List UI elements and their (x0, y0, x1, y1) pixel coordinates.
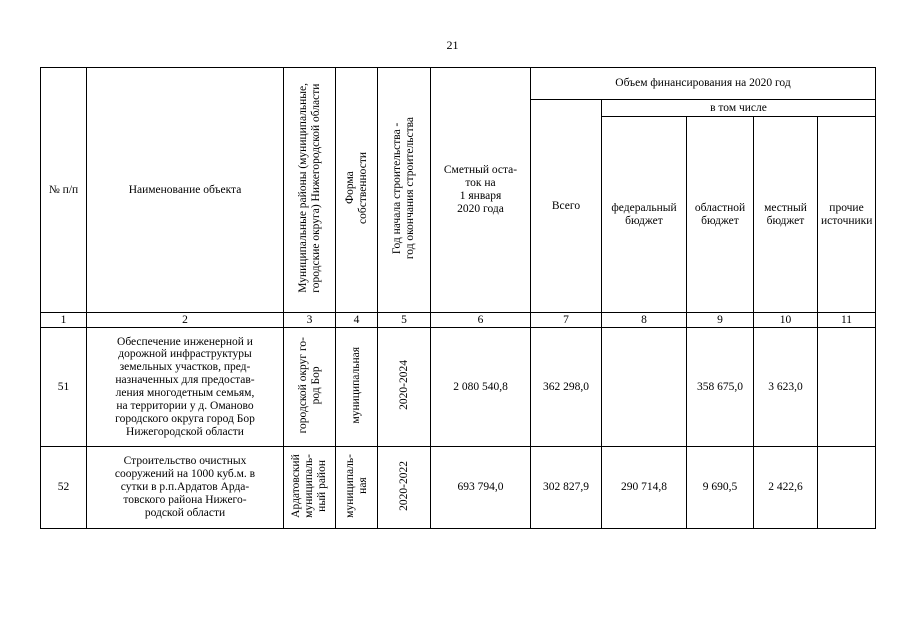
row-other (818, 447, 876, 529)
row-total: 362 298,0 (531, 328, 602, 447)
row-name: Обеспечение инженерной и дорожной инфраструктуры земельных участков, пред- назначенных для предостав- ления многодетным семьям, на территории у д. Оманово городского округа город Бор Нижегородской области (87, 328, 284, 447)
row-estimate: 2 080 540,8 (431, 328, 531, 447)
row-district: городской округ го- род Бор (284, 328, 336, 447)
header-name: Наименование объекта (87, 68, 284, 313)
page-number: 21 (446, 38, 459, 52)
row-local: 2 422,6 (754, 447, 818, 529)
column-number: 10 (754, 313, 818, 328)
row-name: Строительство очистных сооружений на 1000 куб.м. в сутки в р.п.Ардатов Арда- товского района Нижего- родской области (87, 447, 284, 529)
header-other: прочие источники (818, 117, 876, 313)
column-number: 4 (336, 313, 378, 328)
header-financing: Объем финансирования на 2020 год (531, 68, 876, 100)
header-ownership: Форма собственности (336, 68, 378, 313)
row-num: 51 (41, 328, 87, 447)
row-district: Ардатовский муниципаль- ный район (284, 447, 336, 529)
header-total: Всего (531, 100, 602, 313)
column-number: 8 (602, 313, 687, 328)
column-number: 9 (687, 313, 754, 328)
header-estimate: Сметный оста- ток на 1 января 2020 года (431, 68, 531, 313)
row-years: 2020-2022 (378, 447, 431, 529)
column-number: 6 (431, 313, 531, 328)
row-other (818, 328, 876, 447)
row-ownership: муниципальная (336, 328, 378, 447)
header-regional: областной бюджет (687, 117, 754, 313)
row-regional: 9 690,5 (687, 447, 754, 529)
row-federal (602, 328, 687, 447)
header-district: Муниципальные районы (муниципальные, городские округа) Нижегородской области (284, 68, 336, 313)
column-number: 11 (818, 313, 876, 328)
table-row (41, 328, 876, 447)
table-row (41, 447, 876, 529)
row-num: 52 (41, 447, 87, 529)
row-federal: 290 714,8 (602, 447, 687, 529)
column-number-row (41, 313, 876, 328)
financing-table (40, 67, 876, 529)
header-including: в том числе (602, 100, 876, 117)
header-local: местный бюджет (754, 117, 818, 313)
row-local: 3 623,0 (754, 328, 818, 447)
row-estimate: 693 794,0 (431, 447, 531, 529)
header-federal: федеральный бюджет (602, 117, 687, 313)
column-number: 5 (378, 313, 431, 328)
column-number: 2 (87, 313, 284, 328)
column-number: 7 (531, 313, 602, 328)
row-ownership: муниципаль- ная (336, 447, 378, 529)
header-num: № п/п (41, 68, 87, 313)
header-years: Год начала строительства - год окончания строительства (378, 68, 431, 313)
row-years: 2020-2024 (378, 328, 431, 447)
column-number: 3 (284, 313, 336, 328)
row-total: 302 827,9 (531, 447, 602, 529)
row-regional: 358 675,0 (687, 328, 754, 447)
column-number: 1 (41, 313, 87, 328)
